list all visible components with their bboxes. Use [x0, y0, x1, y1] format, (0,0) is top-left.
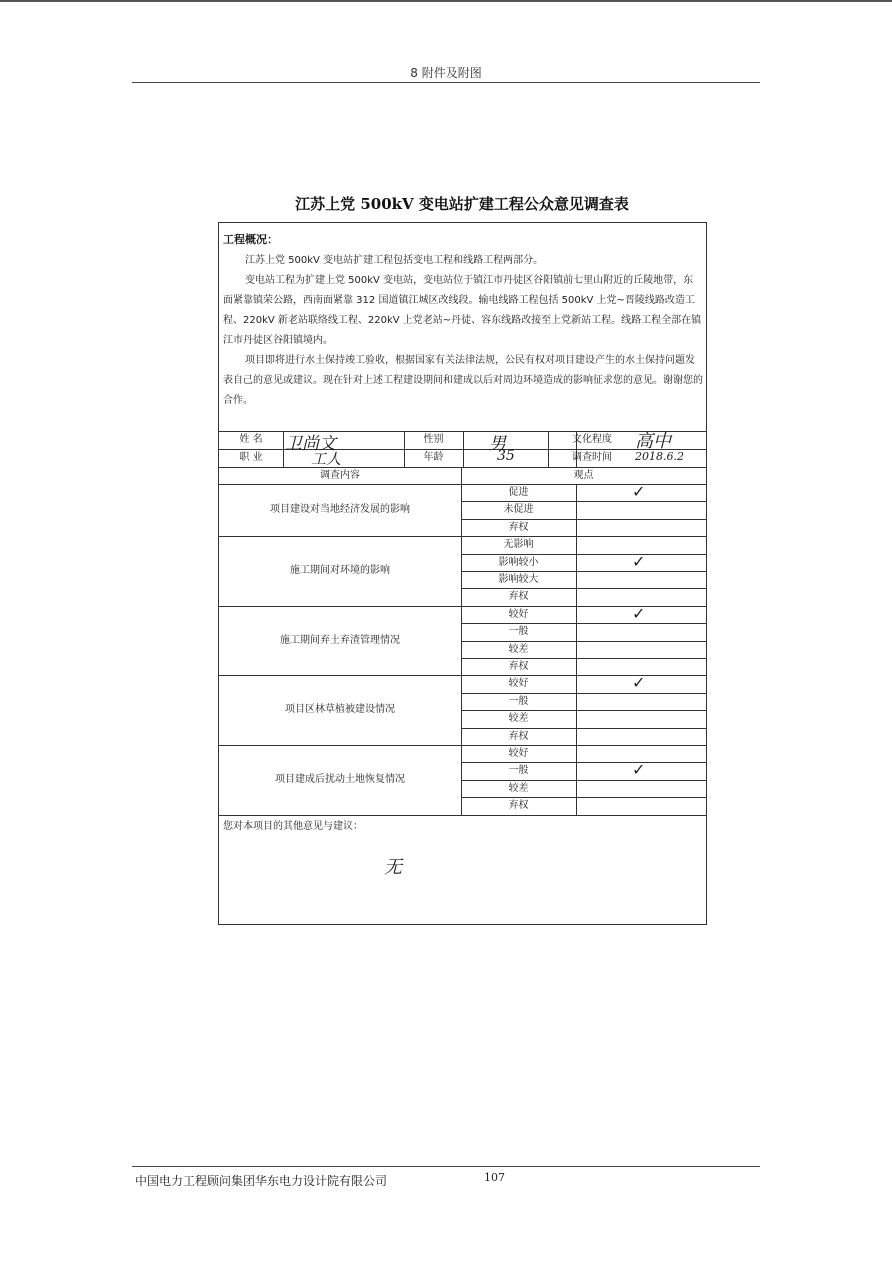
question-3-text: 施工期间弃土弃渣管理情况 — [280, 634, 400, 646]
content-column-header: 调查内容 — [320, 470, 360, 481]
question-5-check-mark: ✓ — [632, 760, 646, 780]
question-5-option-1: 较好 — [508, 748, 529, 759]
question-5-option-3: 较差 — [508, 782, 529, 794]
question-5-option-4: 弃权 — [508, 800, 529, 812]
suggestions-value: 无 — [384, 856, 402, 878]
age-label: 年龄 — [423, 452, 444, 463]
question-1-option-3: 弃权 — [508, 521, 529, 533]
question-3-option-4: 弃权 — [508, 661, 529, 672]
page-number: 107 — [484, 1171, 505, 1184]
overview-paragraph-2: 变电站工程为扩建上党 500kV 变电站，变电站位于镇江市丹徒区谷阳镇前七里山附近的丘陵地带，东面紧靠镇荣公路，西南面紧靠 312 国道镇江城区改线段。输电线路工程包括 500kV 上党~晋陵线路改造工程、220kV 新老站联络线工程、220kV 上党老站~丹徒、容东线路改接至上党新站工程。线路工程全部在镇江市丹徒区谷阳镇境内。 — [223, 275, 702, 346]
question-4-option-1: 较好 — [508, 678, 529, 690]
opinion-column-header: 观点 — [573, 470, 594, 481]
question-2-option-2: 影响较小 — [498, 556, 539, 568]
question-3-option-3: 较差 — [508, 643, 529, 655]
page-header: 8 附件及附图 — [132, 64, 760, 83]
gender-value: 男 — [489, 434, 506, 454]
suggestions-label: 您对本项目的其他意见与建议： — [223, 820, 363, 832]
question-bottom-line — [219, 815, 706, 816]
occupation-label: 职 业 — [239, 452, 263, 463]
question-4-option-3: 较差 — [508, 713, 529, 725]
name-label: 姓 名 — [239, 434, 263, 445]
question-4-option-2: 一般 — [508, 695, 529, 707]
overview-heading: 工程概况： — [223, 233, 278, 246]
question-3-option-2: 一般 — [508, 626, 529, 638]
footer-organization: 中国电力工程顾问集团华东电力设计院有限公司 — [135, 1174, 388, 1188]
question-1-option-2: 未促进 — [503, 504, 534, 516]
age-value: 35 — [497, 448, 515, 464]
question-2-option-1: 无影响 — [503, 539, 534, 551]
question-3-option-1: 较好 — [508, 608, 529, 620]
footer-line — [132, 1166, 760, 1167]
top-border-line — [0, 0, 892, 2]
overview-paragraph-1: 江苏上党 500kV 变电站扩建工程包括变电工程和线路工程两部分。 — [245, 255, 544, 266]
overview-paragraph-3: 项目即将进行水土保持竣工验收，根据国家有关法律法规，公民有权对项目建设产生的水土保持问题发表自己的意见或建议。现在针对上述工程建设期间和建成以后对周边环境造成的影响征求您的意见。谢谢您的合作。 — [223, 355, 703, 406]
occupation-value: 工人 — [311, 450, 342, 468]
name-value: 卫尚文 — [285, 434, 336, 454]
question-2-option-3: 影响较大 — [498, 574, 539, 585]
question-1-option-1: 促进 — [508, 487, 529, 498]
question-2-check-mark: ✓ — [632, 551, 646, 571]
question-3-check-mark: ✓ — [632, 603, 646, 623]
question-4-option-4: 弃权 — [508, 730, 529, 742]
question-5-text: 项目建成后扰动土地恢复情况 — [275, 774, 405, 785]
project-overview — [219, 223, 706, 431]
survey-time-value: 2018.6.2 — [635, 450, 684, 463]
question-5-option-2: 一般 — [508, 765, 529, 777]
question-2-text: 施工期间对环境的影响 — [290, 565, 390, 577]
info-column-line — [463, 431, 464, 467]
question-4-check-mark: ✓ — [632, 673, 646, 693]
info-column-line — [283, 431, 284, 467]
form-title: 江苏上党 500kV 变电站扩建工程公众意见调查表 — [295, 195, 629, 213]
survey-form — [218, 222, 707, 925]
education-value: 高中 — [635, 431, 671, 452]
education-label: 文化程度 — [572, 434, 612, 445]
question-1-text: 项目建设对当地经济发展的影响 — [270, 504, 410, 515]
question-2-option-4: 弃权 — [508, 591, 529, 603]
question-4-text: 项目区林草植被建设情况 — [285, 704, 395, 716]
question-1-check-mark: ✓ — [632, 482, 646, 501]
option-split-line — [576, 484, 577, 536]
survey-time-label: 调查时间 — [572, 452, 612, 463]
gender-label: 性别 — [423, 434, 444, 445]
